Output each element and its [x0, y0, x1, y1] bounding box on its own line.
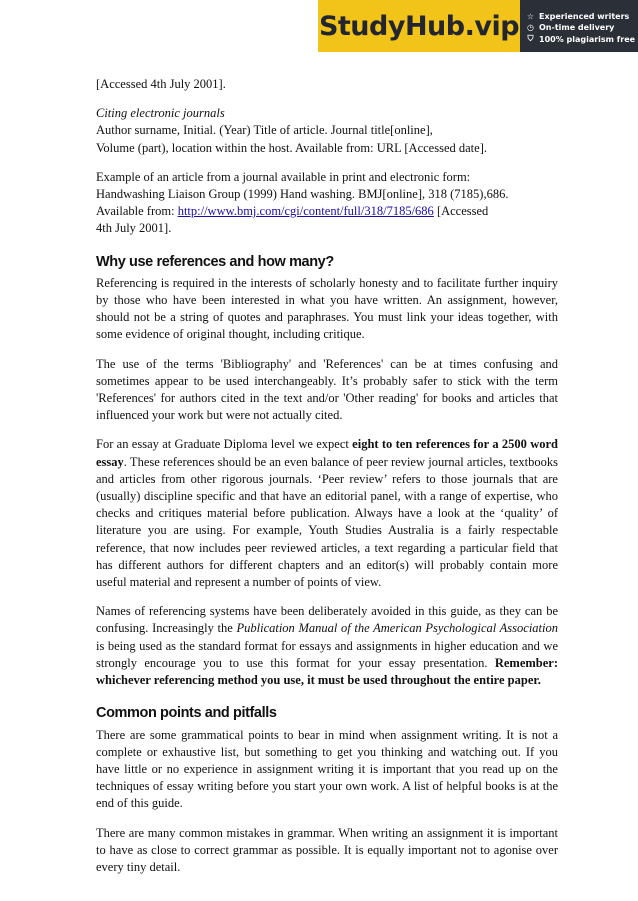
text-run: Names of referencing systems have been deliberately avoided in this guide, as they can be confusing. Increasingly the: [96, 604, 558, 636]
accessed-date: 4th July 2001].: [96, 221, 172, 236]
star-icon: ☆: [526, 12, 535, 21]
clock-icon: ◷: [527, 23, 534, 32]
journal-example: [96, 169, 558, 238]
citing-format-line-1: Author surname, Initial. (Year) Title of article. Journal title[online],: [96, 123, 433, 138]
paragraph-common-mistakes: There are many common mistakes in grammar. When writing an assignment it is important to have as close to correct grammar as possible. It is equally important not to agonise over every tiny detail.: [96, 825, 558, 874]
accessed-line: [Accessed 4th July 2001].: [96, 77, 226, 91]
promo-banner[interactable]: [318, 0, 638, 52]
section-heading-common-points: Common points and pitfalls: [96, 705, 277, 722]
citing-electronic-journals: [96, 105, 558, 157]
citing-heading: Citing electronic journals: [96, 106, 225, 121]
bold-run: Remember: whichever referencing method you use, it must be used throughout the entire paper.: [96, 655, 558, 688]
accessed-label: [Accessed: [433, 204, 489, 219]
text-run: . These references should be an even balance of peer review journal articles, textbooks and articles from other rigorous journals. ‘Peer review’ refers to those journals that are (usually) discipline specific and that have an editorial panel, with a range of expertise, who checks and critiques material before publication. Always have a look at the ‘quality’ of literature you are using. For example, Youth Studies Australia is a fairly respectable reference, that now includes peer reviewed articles, a text regarding a particular field that has different authors for different chapters and an editor(s) will probably contain more useful material and represent a number of points of view.: [96, 454, 558, 590]
paragraph-referencing-systems: [96, 603, 558, 689]
available-from-label: Available from:: [96, 204, 178, 219]
text-run: For an essay at Graduate Diploma level we expect: [96, 437, 353, 452]
feature-on-time-delivery: [526, 23, 638, 32]
feature-plagiarism-free: [526, 34, 638, 44]
studyhub-logo[interactable]: [318, 0, 520, 52]
shield-icon: ⛉: [527, 34, 534, 43]
text-run: is being used as the standard format for essays and assignments in higher education and we strongly encourage you to use this format for your essay presentation.: [96, 638, 558, 670]
paragraph-graduate-diploma: [96, 436, 558, 591]
example-availability: [96, 203, 558, 220]
feature-label: 100% plagiarism free: [539, 34, 636, 44]
logo-text: StudyHub.vip: [318, 10, 520, 42]
example-intro: Example of an article from a journal available in print and electronic form:: [96, 169, 471, 184]
citing-format-line-2: Volume (part), location within the host. Available from: URL [Accessed date].: [96, 140, 487, 155]
paragraph-grammatical-points: There are some grammatical points to bear in mind when assignment writing. It is not a complete or exhaustive list, but something to get you thinking and watching out. If you have little or no experience in assignment writing it is important that you read up on the techniques of essay writing before you start your own work. A list of helpful books is at the end of this guide.: [96, 727, 558, 811]
document-body: [96, 76, 558, 888]
italic-run: Publication Manual of the American Psychological Association: [236, 621, 558, 636]
paragraph-bibliography-terms: The use of the terms 'Bibliography' and 'References' can be at times confusing and sometimes appear to be used interchangeably. It’s probably safer to stick with the term 'References' for authors cited in the text and/or 'Other reading' for books and articles that influenced your work but were not actually cited.: [96, 356, 558, 423]
bmj-link[interactable]: http://www.bmj.com/cgi/content/full/318/7185/686: [177, 204, 434, 219]
example-citation: Handwashing Liaison Group (1999) Hand washing. BMJ[online], 318 (7185),686.: [96, 187, 509, 202]
feature-label: On-time delivery: [539, 23, 615, 32]
paragraph-referencing-required: Referencing is required in the interests of scholarly honesty and to facilitate further inquiry by those who have been interested in what you have written. An assignment, however, should not be a string of quotes and paraphrases. You must link your ideas together, with some evidence of original thought, including critique.: [96, 275, 558, 342]
feature-label: Experienced writers: [539, 12, 630, 21]
feature-experienced-writers: [526, 12, 638, 21]
section-heading-why-references: Why use references and how many?: [96, 253, 334, 270]
feature-list: [520, 0, 638, 52]
bold-run: eight to ten references for a 2500 word essay: [96, 437, 558, 469]
